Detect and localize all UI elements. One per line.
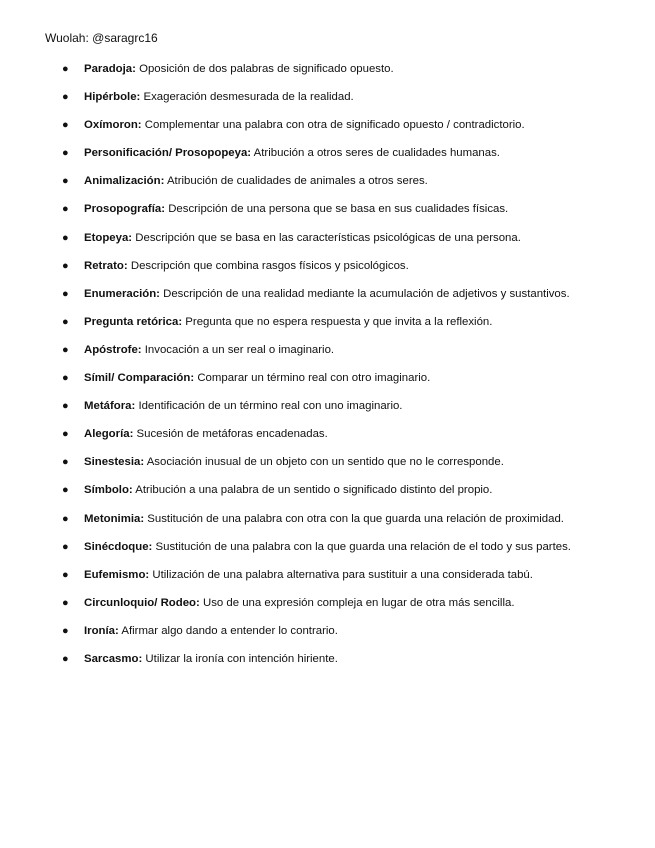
bullet-icon: ● <box>62 343 69 356</box>
bullet-icon: ● <box>62 287 69 300</box>
bullet-icon: ● <box>62 652 69 665</box>
bullet-icon: ● <box>62 147 69 160</box>
term-definition: Descripción que combina rasgos físicos y psicológicos. <box>130 259 409 272</box>
term-label: Sinestesia: <box>84 456 145 469</box>
item-text <box>84 145 500 161</box>
item-text <box>84 426 328 442</box>
term-definition: Asociación inusual de un objeto con un sentido que no le corresponde. <box>146 456 504 469</box>
term-definition: Comparar un término real con otro imaginario. <box>197 372 431 385</box>
item-text <box>84 398 402 414</box>
list-item <box>0 651 655 679</box>
item-text <box>84 595 515 611</box>
item-text <box>84 173 428 189</box>
list-item <box>0 595 655 623</box>
bullet-icon: ● <box>62 63 69 75</box>
term-definition: Pregunta que no espera respuesta y que invita a la reflexión. <box>185 315 493 328</box>
term-label: Hipérbole: <box>84 91 141 104</box>
term-label: Etopeya: <box>84 231 133 244</box>
term-definition: Identificación de un término real con uno imaginario. <box>138 400 403 413</box>
term-label: Símil/ Comparación: <box>84 372 195 385</box>
term-label: Pregunta retórica: <box>84 315 183 328</box>
list-item <box>0 145 655 173</box>
item-text <box>84 370 430 386</box>
item-text <box>84 117 525 133</box>
item-text <box>84 539 571 555</box>
list-item <box>0 286 655 314</box>
term-label: Sarcasmo: <box>84 652 143 665</box>
term-label: Ironía: <box>84 624 119 637</box>
item-text <box>84 342 334 358</box>
list-item <box>0 539 655 567</box>
term-label: Símbolo: <box>84 484 133 497</box>
term-label: Apóstrofe: <box>84 343 142 356</box>
term-definition: Atribución a una palabra de un sentido o significado distinto del propio. <box>135 484 493 497</box>
bullet-icon: ● <box>62 568 69 581</box>
bullet-icon: ● <box>62 175 69 188</box>
term-definition: Complementar una palabra con otra de significado opuesto / contradictorio. <box>144 119 525 132</box>
list-item <box>0 173 655 201</box>
term-label: Animalización: <box>84 175 165 188</box>
list-item <box>0 258 655 286</box>
term-definition: Invocación a un ser real o imaginario. <box>144 343 335 356</box>
term-definition: Exageración desmesurada de la realidad. <box>143 91 354 104</box>
bullet-icon: ● <box>62 372 69 385</box>
item-text <box>84 482 492 498</box>
list-item <box>0 89 655 117</box>
list-item <box>0 370 655 398</box>
term-label: Eufemismo: <box>84 568 150 581</box>
item-text <box>84 89 354 105</box>
list-item <box>0 398 655 426</box>
list-item <box>0 117 655 145</box>
term-label: Enumeración: <box>84 287 160 300</box>
term-definition: Uso de una expresión compleja en lugar de otra más sencilla. <box>202 596 515 609</box>
term-definition: Sustitución de una palabra con otra con la que guarda una relación de proximidad. <box>147 512 564 525</box>
list-item <box>0 201 655 229</box>
item-text <box>84 258 409 274</box>
term-definition: Descripción que se basa en las características psicológicas de una persona. <box>135 231 521 244</box>
list-item <box>0 314 655 342</box>
term-definition: Descripción de una persona que se basa en sus cualidades físicas. <box>168 203 509 216</box>
term-label: Circunloquio/ Rodeo: <box>84 596 200 609</box>
term-definition: Descripción de una realidad mediante la acumulación de adjetivos y sustantivos. <box>163 287 570 300</box>
term-label: Alegoría: <box>84 428 134 441</box>
item-text <box>84 201 508 217</box>
term-definition: Utilizar la ironía con intención hiriente. <box>145 652 338 665</box>
bullet-icon: ● <box>62 315 69 328</box>
term-definition: Atribución de cualidades de animales a otros seres. <box>166 175 428 188</box>
list-item <box>0 511 655 539</box>
list-item <box>0 567 655 595</box>
bullet-icon: ● <box>62 203 69 216</box>
item-text <box>84 651 338 667</box>
term-label: Paradoja: <box>84 63 136 75</box>
term-label: Metáfora: <box>84 400 136 413</box>
bullet-icon: ● <box>62 91 69 104</box>
bullet-icon: ● <box>62 231 69 244</box>
term-definition: Afirmar algo dando a entender lo contrario. <box>121 624 338 637</box>
bullet-icon: ● <box>62 259 69 272</box>
bullet-icon: ● <box>62 484 69 497</box>
bullet-icon: ● <box>62 119 69 132</box>
bullet-icon: ● <box>62 512 69 525</box>
item-text <box>84 230 521 246</box>
term-definition: Sustitución de una palabra con la que guarda una relación de el todo y sus partes. <box>155 540 571 553</box>
term-definition: Oposición de dos palabras de significado opuesto. <box>139 63 394 75</box>
item-text <box>84 286 570 302</box>
bullet-icon: ● <box>62 540 69 553</box>
rhetorical-figures-list <box>0 61 655 679</box>
term-label: Personificación/ Prosopopeya: <box>84 147 252 160</box>
term-label: Oxímoron: <box>84 119 142 132</box>
bullet-icon: ● <box>62 596 69 609</box>
list-item <box>0 230 655 258</box>
item-text <box>84 511 564 527</box>
bullet-icon: ● <box>62 456 69 469</box>
bullet-icon: ● <box>62 400 69 413</box>
list-item <box>0 342 655 370</box>
term-label: Retrato: <box>84 259 128 272</box>
term-label: Metonimia: <box>84 512 145 525</box>
term-definition: Utilización de una palabra alternativa para sustituir a una considerada tabú. <box>152 568 533 581</box>
list-item <box>0 61 655 89</box>
bullet-icon: ● <box>62 428 69 441</box>
list-item <box>0 454 655 482</box>
list-item <box>0 623 655 651</box>
item-text <box>84 314 492 330</box>
list-item <box>0 482 655 510</box>
term-definition: Atribución a otros seres de cualidades humanas. <box>253 147 500 160</box>
term-definition: Sucesión de metáforas encadenadas. <box>136 428 328 441</box>
term-label: Prosopografía: <box>84 203 166 216</box>
term-label: Sinécdoque: <box>84 540 153 553</box>
item-text <box>84 567 533 583</box>
bullet-icon: ● <box>62 624 69 637</box>
list-item <box>0 426 655 454</box>
item-text <box>84 61 394 77</box>
item-text <box>84 454 504 470</box>
source-attribution: Wuolah: @saragrc16 <box>45 31 158 45</box>
item-text <box>84 623 338 639</box>
